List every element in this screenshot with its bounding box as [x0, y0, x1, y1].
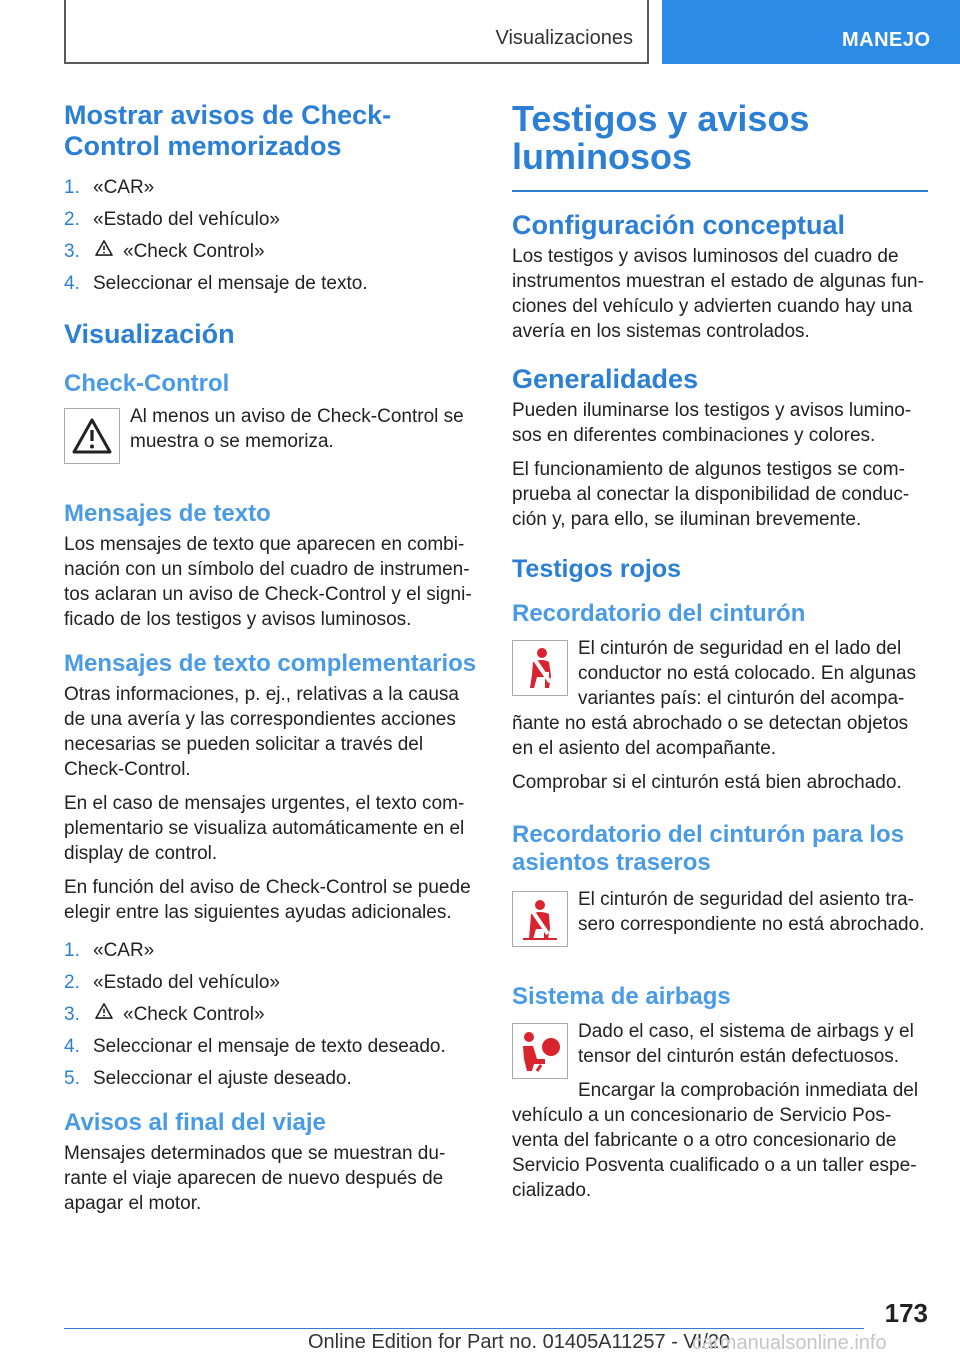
airbag-warning-symbol	[512, 1023, 568, 1079]
general-text-2: El funcionamiento de algunos testigos se comprueba al conectar la disponibilidad de conducción y, para ello, se iluminan brevemente.	[512, 459, 910, 530]
header-section-title: Visualizaciones	[495, 27, 633, 49]
heading-rear-belt-reminder: Recordatorio del cinturón para los asientos traseros	[512, 821, 905, 876]
heading-check-control: Check-Control	[64, 370, 230, 397]
left-column	[64, 100, 479, 1216]
list-item: 4. Seleccionar el mensaje de texto deseado.	[64, 1036, 446, 1057]
stored-steps-list	[64, 176, 479, 296]
warning-triangle-icon	[95, 240, 113, 256]
airbag-text-1: Dado el caso, el sistema de airbags y el tensor del cinturón están defectuosos.	[578, 1021, 914, 1067]
heading-end-of-trip: Avisos al final del viaje	[64, 1109, 326, 1136]
belt-reminder-text-2: Comprobar si el cinturón está bien abrochado.	[512, 772, 902, 793]
rear-seatbelt-warning-symbol	[512, 891, 568, 947]
airbag-text-2: Encargar la comprobación inmediata del vehículo a un concesionario de Servicio Posventa del fabricante o a otro concesionario de Servicio Posventa cualificado o a un taller especializado.	[512, 1080, 919, 1201]
general-text-1: Pueden iluminarse los testigos y avisos luminosos en diferentes combinaciones y colores.	[512, 400, 912, 446]
header-section-tab	[64, 0, 649, 64]
list-item: 1. «CAR»	[64, 177, 155, 198]
heading-rule	[512, 190, 928, 192]
list-item: 3. «Check Control»	[64, 1004, 265, 1025]
heading-supplementary-messages: Mensajes de texto complementarios	[64, 650, 477, 677]
heading-belt-reminder: Recordatorio del cinturón	[512, 600, 806, 627]
warning-triangle-icon	[95, 1003, 113, 1019]
rear-belt-reminder-text: El cinturón de seguridad del asiento trasero correspondiente no está abrochado.	[578, 889, 925, 935]
seatbelt-warning-symbol	[512, 640, 568, 696]
concept-text: Los testigos y avisos luminosos del cuadro de instrumentos muestran el estado de algunas funciones del vehículo y advierten cuando hay una avería en los sistemas controlados.	[512, 246, 924, 342]
supplementary-steps-list	[64, 939, 479, 1091]
header-chapter-title: MANEJO	[842, 29, 931, 51]
list-item: 4. Seleccionar el mensaje de texto.	[64, 273, 368, 294]
heading-indicator-lights: Testigos y avisos luminosos	[512, 98, 810, 177]
heading-stored-messages: Mostrar avisos de Check-Control memorizados	[64, 100, 392, 161]
right-column	[512, 100, 928, 1203]
list-item: 5. Seleccionar el ajuste deseado.	[64, 1068, 352, 1089]
heading-airbag-system: Sistema de airbags	[512, 983, 731, 1010]
airbag-icon	[517, 1029, 563, 1073]
header-chapter-tab	[662, 0, 960, 64]
rear-seatbelt-icon	[519, 897, 561, 941]
list-item: 3. «Check Control»	[64, 241, 265, 262]
supplementary-text-2: En el caso de mensajes urgentes, el texto complementario se visualiza automáticamente en el display de control.	[64, 793, 465, 864]
supplementary-text-3: En función del aviso de Check-Control se puede elegir entre las siguientes ayudas adicionales.	[64, 877, 471, 923]
end-of-trip-text: Mensajes determinados que se muestran durante el viaje aparecen de nuevo después de apagar el motor.	[64, 1143, 446, 1214]
heading-general: Generalidades	[512, 364, 699, 394]
check-control-symbol	[64, 408, 120, 464]
page-number: 173	[884, 1298, 928, 1328]
belt-reminder-text-1: El cinturón de seguridad en el lado del conductor no está colocado. En algunas variantes país: el cinturón del acompañante no está abrochado o se detectan objetos en el asiento del acompañante.	[512, 638, 917, 759]
list-item: 2. «Estado del vehículo»	[64, 972, 280, 993]
footer-watermark: carmanualsonline.info	[692, 1332, 887, 1354]
supplementary-text-1: Otras informaciones, p. ej., relativas a la causa de una avería y las correspondientes acciones necesarias se pueden solicitar a través del Check-Control.	[64, 684, 459, 780]
list-item: 1. «CAR»	[64, 940, 155, 961]
footer-edition-text: Online Edition for Part no. 01405A11257 - VI/20	[308, 1331, 731, 1353]
check-control-text: Al menos un aviso de Check-Control se muestra o se memoriza.	[130, 406, 464, 452]
heading-red-lights: Testigos rojos	[512, 555, 682, 583]
heading-text-messages: Mensajes de texto	[64, 500, 271, 527]
list-item: 2. «Estado del vehículo»	[64, 209, 280, 230]
footer-rule	[64, 1328, 864, 1329]
seatbelt-icon	[519, 646, 561, 690]
heading-concept: Configuración conceptual	[512, 210, 846, 240]
warning-triangle-icon	[72, 418, 112, 454]
text-messages-text: Los mensajes de texto que aparecen en combinación con un símbolo del cuadro de instrumentos aclaran un aviso de Check-Control y el significado de los testigos y avisos luminosos.	[64, 534, 472, 630]
heading-display: Visualización	[64, 319, 235, 349]
